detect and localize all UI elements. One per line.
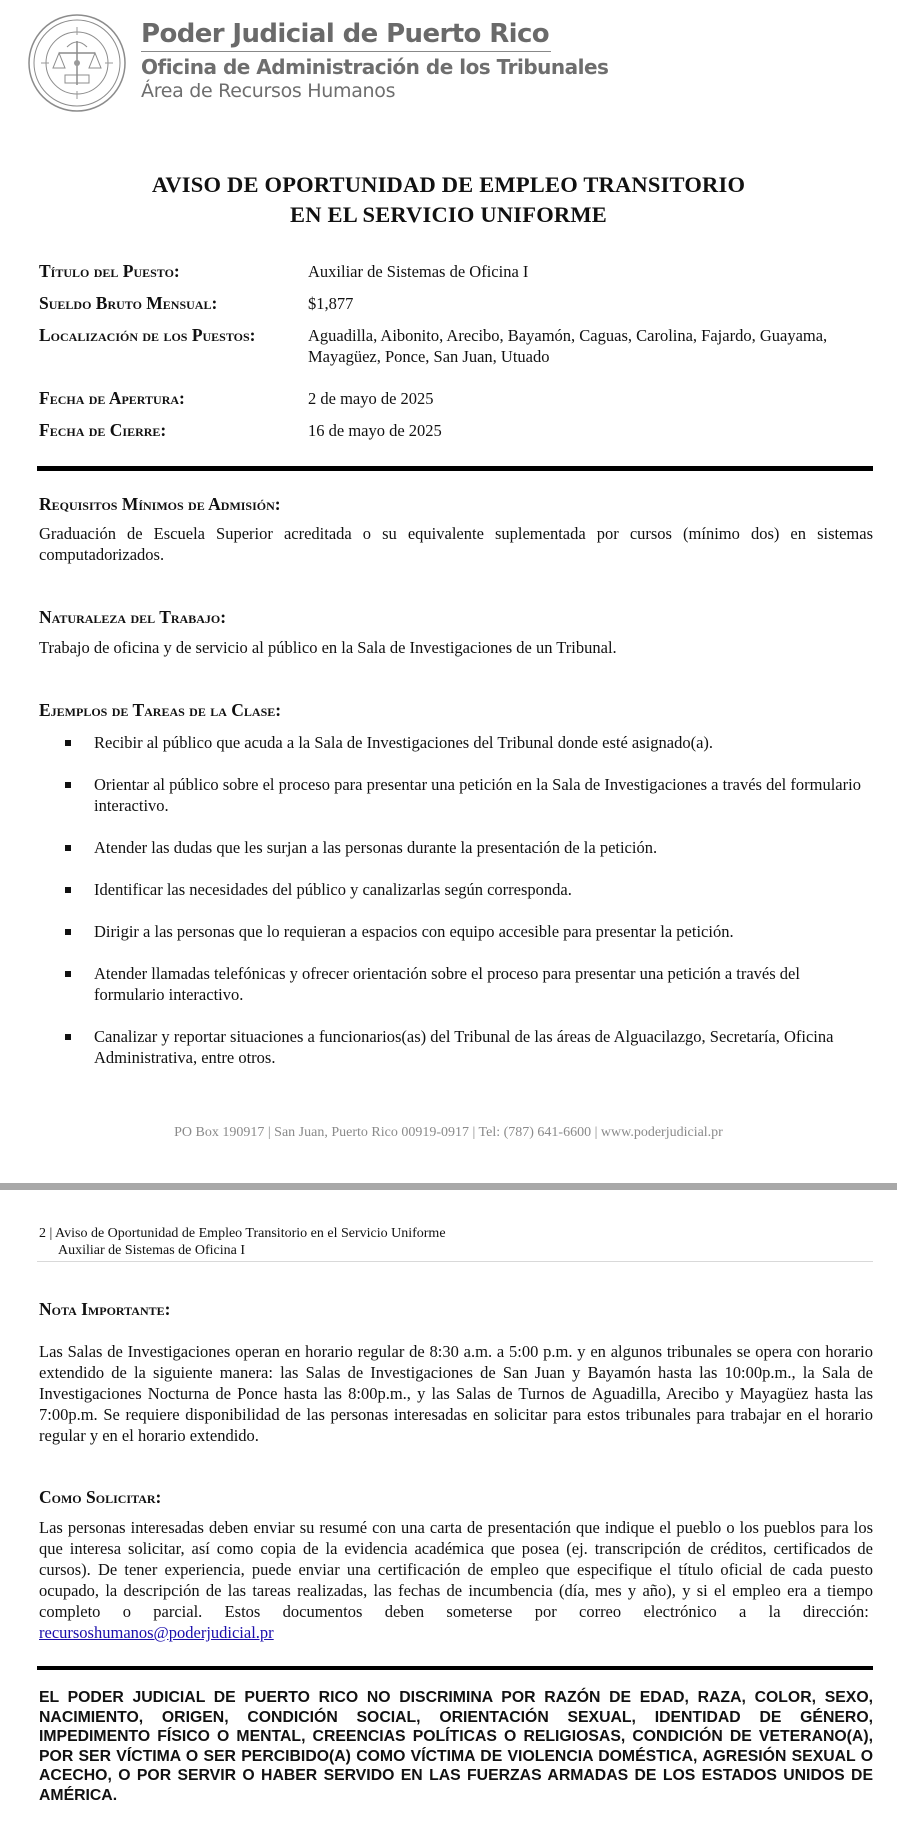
bullet-icon: [65, 971, 71, 977]
bullet-icon: [65, 782, 71, 788]
page-separator: [0, 1183, 897, 1190]
organization-header: [141, 18, 608, 103]
task-text: Dirigir a las personas que lo requieran a espacios con equipo accesible para presentar la petición.: [94, 922, 734, 941]
page-footer: PO Box 190917 | San Juan, Puerto Rico 00919-0917 | Tel: (787) 641-6600 | www.poderjudicial.pr: [174, 1125, 723, 1140]
requisitos-text: Graduación de Escuela Superior acreditada o su equivalente suplementada por cursos (mínimo dos) en sistemas computadorizados.: [39, 524, 873, 564]
bullet-icon: [65, 740, 71, 746]
solicitar-body: Las personas interesadas deben enviar su resumé con una carta de presentación que indique el pueblo o los pueblos para los que interesa solicitar, así como copia de la evidencia académica que posea (ej. transcripción de créditos, certificados de cursos). De tener experiencia, puede enviar una certificación de empleo que especifique el título oficial de cada puesto ocupado, la descripción de las tareas realizadas, las fechas de incumbencia (día, mes y año), y si el empleo era a tiempo completo o parcial. Estos documentos deben someterse por correo electrónico a la dirección:: [39, 1518, 873, 1621]
title-line-1: AVISO DE OPORTUNIDAD DE EMPLEO TRANSITORIO: [151, 172, 746, 197]
running-header-line-2: Auxiliar de Sistemas de Oficina I: [58, 1243, 246, 1258]
email-link[interactable]: recursoshumanos@poderjudicial.pr: [39, 1623, 274, 1642]
field-label: Título del Puesto:: [39, 261, 180, 281]
bullet-icon: [65, 929, 71, 935]
solicitar-text: [39, 1517, 873, 1643]
solicitar-heading: Como Solicitar:: [39, 1487, 162, 1507]
task-text: Canalizar y reportar situaciones a funcionarios(as) del Tribunal de las áreas de Alguacilazgo, Secretaría, Oficina Administrativa, entre otros.: [94, 1027, 834, 1067]
section-divider: [37, 1666, 873, 1670]
requisitos-heading: Requisitos Mínimos de Admisión:: [39, 494, 281, 514]
field-value: $1,877: [308, 294, 354, 313]
section-divider: [37, 466, 873, 471]
field-value: 2 de mayo de 2025: [308, 389, 434, 408]
nota-heading: Nota Importante:: [39, 1299, 171, 1319]
header-divider: [141, 51, 551, 52]
non-discrimination-notice: EL PODER JUDICIAL DE PUERTO RICO NO DISCRIMINA POR RAZÓN DE EDAD, RAZA, COLOR, SEXO, NACIMIENTO, ORIGEN, CONDICIÓN SOCIAL, ORIENTACIÓN SEXUAL, IDENTIDAD DE GÉNERO, IMPEDIMENTO FÍSICO O MENTAL, CREENCIAS POLÍTICAS O RELIGIOSAS, CONDICIÓN DE VETERANO(A), POR SER VÍCTIMA O SER PERCIBIDO(A) COMO VÍCTIMA DE VIOLENCIA DOMÉSTICA, AGRESIÓN SEXUAL O ACECHO, O POR SERVIR O HABER SERVIDO EN LAS FUERZAS ARMADAS DE LOS ESTADOS UNIDOS DE AMÉRICA.: [39, 1689, 873, 1804]
task-text: Orientar al público sobre el proceso para presentar una petición en la Sala de Investigaciones a través del formulario interactivo.: [94, 775, 861, 815]
office-name: Oficina de Administración de los Tribunales: [141, 55, 609, 79]
header-rule: [37, 1261, 873, 1262]
running-header: [39, 1225, 446, 1259]
field-label: Sueldo Bruto Mensual:: [39, 293, 218, 313]
field-value: Aguadilla, Aibonito, Arecibo, Bayamón, Caguas, Carolina, Fajardo, Guayama, Mayagüez, Ponce, San Juan, Utuado: [308, 326, 828, 366]
task-text: Atender llamadas telefónicas y ofrecer orientación sobre el proceso para presentar una petición a través del formulario interactivo.: [94, 964, 800, 1004]
task-text: Recibir al público que acuda a la Sala de Investigaciones del Tribunal donde esté asignado(a).: [94, 733, 714, 752]
document-title: [0, 170, 897, 230]
task-text: Atender las dudas que les surjan a las personas durante la presentación de la petición.: [94, 838, 658, 857]
title-line-2: EN EL SERVICIO UNIFORME: [290, 202, 607, 227]
field-label: Fecha de Cierre:: [39, 420, 167, 440]
judicial-seal-logo: [27, 13, 127, 113]
bullet-icon: [65, 887, 71, 893]
field-label: Localización de los Puestos:: [39, 325, 256, 345]
task-text: Identificar las necesidades del público y canalizarlas según corresponda.: [94, 880, 572, 899]
bullet-icon: [65, 1034, 71, 1040]
document-page-2: [0, 1190, 897, 1824]
field-label: Fecha de Apertura:: [39, 388, 185, 408]
org-name: Poder Judicial de Puerto Rico: [141, 19, 550, 49]
bullet-icon: [65, 845, 71, 851]
field-value: 16 de mayo de 2025: [308, 421, 442, 440]
nota-text: Las Salas de Investigaciones operan en horario regular de 8:30 a.m. a 5:00 p.m. y en algunos tribunales se opera con horario extendido de la siguiente manera: las Salas de Investigaciones de San Juan y Bayamón hasta las 10:00p.m., la Sala de Investigaciones Nocturna de Ponce hasta las 8:00p.m., y las Salas de Turnos de Aguadilla, Arecibo y Mayagüez hasta las 7:00p.m. Se requiere disponibilidad de las personas interesadas en solicitar para estos tribunales para trabajar en el horario regular y en el horario extendido.: [39, 1342, 873, 1445]
naturaleza-text: Trabajo de oficina y de servicio al público en la Sala de Investigaciones de un Tribunal.: [39, 638, 617, 657]
running-header-line-1: 2 | Aviso de Oportunidad de Empleo Transitorio en el Servicio Uniforme: [39, 1226, 446, 1241]
tareas-heading: Ejemplos de Tareas de la Clase:: [39, 700, 282, 720]
field-value: Auxiliar de Sistemas de Oficina I: [308, 262, 529, 281]
area-name: Área de Recursos Humanos: [141, 80, 396, 102]
naturaleza-heading: Naturaleza del Trabajo:: [39, 607, 227, 627]
